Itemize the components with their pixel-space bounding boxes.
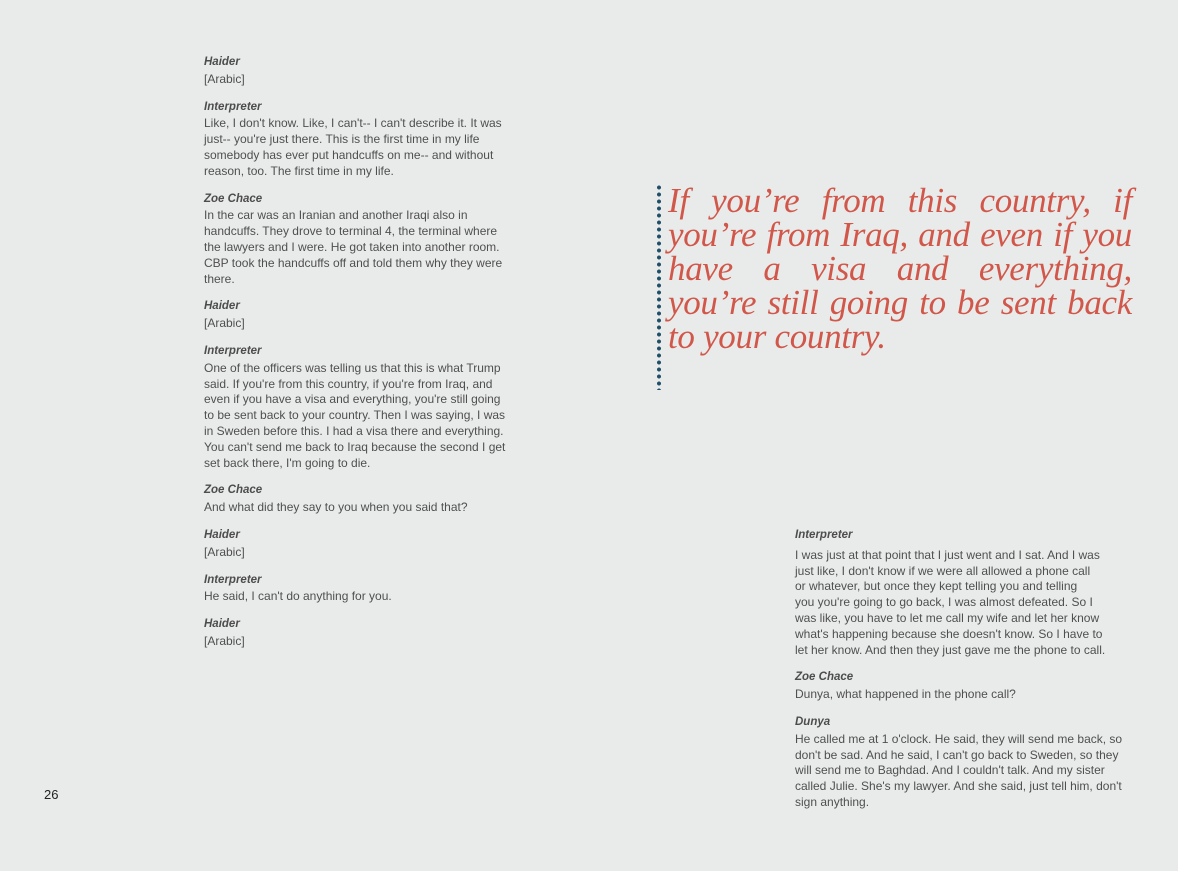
dialogue-line: or whatever, but once they kept telling you and telling (795, 579, 1078, 594)
pull-quote (656, 181, 1136, 390)
dialogue-line: [Arabic] (204, 544, 245, 559)
transcript-entry (204, 192, 516, 288)
dialogue-line: in Sweden before this. I had a visa there and everything. (204, 423, 504, 438)
dialogue-line: set back there, I'm going to die. (204, 455, 371, 470)
dialogue-line: you you're going to go back, I was almost defeated. So I (795, 595, 1093, 610)
pull-quote-text: If you’re from this country, if you’re from Iraq, and even if you have a visa and everything, you’re still going to be sent back to your country. (668, 181, 1132, 356)
dialogue-line: [Arabic] (204, 316, 245, 331)
dialogue-line: to be sent back to your country. Then I was saying, I was (204, 408, 506, 423)
speaker-name: Interpreter (204, 573, 262, 586)
dialogue-line: I was just at that point that I just went and I sat. And I was (795, 547, 1100, 562)
transcript-entry (795, 528, 1133, 658)
transcript-entry (204, 573, 516, 606)
speaker-name: Zoe Chace (204, 484, 263, 497)
dialogue-line: sign anything. (795, 794, 870, 809)
transcript-entry (204, 528, 516, 561)
dialogue-line: handcuffs. They drove to terminal 4, the terminal where (204, 224, 498, 239)
speaker-name: Haider (204, 618, 240, 631)
dialogue-line: You can't send me back to Iraq because the second I get (204, 439, 506, 454)
dialogue-line: And what did they say to you when you said that? (204, 500, 468, 515)
dialogue-line: just-- you're just there. This is the first time in my life (204, 132, 480, 147)
dialogue-line: Like, I don't know. Like, I can't-- I can't describe it. It was (204, 116, 502, 131)
transcript-entry (204, 299, 516, 332)
dialogue-line: said. If you're from this country, if you're from Iraq, and (204, 376, 493, 391)
dotted-rule (656, 184, 662, 390)
dialogue-line: will send me to Baghdad. And I couldn't talk. And my sister (795, 763, 1105, 778)
dialogue-line: just like, I don't know if we were all allowed a phone call (795, 563, 1091, 578)
dialogue-line: CBP took the handcuffs off and told them why they were (204, 255, 503, 270)
dialogue-line: was like, you have to let me call my wife and let her know (795, 610, 1100, 625)
dialogue-line: One of the officers was telling us that this is what Trump (204, 360, 501, 375)
transcript-right-column (795, 528, 1133, 823)
speaker-name: Interpreter (204, 344, 262, 357)
speaker-name: Zoe Chace (204, 192, 263, 205)
dialogue-line: let her know. And then they just gave me the phone to call. (795, 642, 1106, 657)
speaker-name: Haider (204, 56, 240, 68)
dialogue-line: even if you have a visa and everything, you're still going (204, 392, 501, 407)
dialogue-line: the lawyers and I were. He got taken into another room. (204, 239, 500, 254)
transcript-entry (204, 344, 516, 471)
dialogue-line: reason, too. The first time in my life. (204, 163, 394, 178)
dialogue-line: somebody has ever put handcuffs on me-- and without (204, 147, 494, 162)
transcript-entry (795, 715, 1133, 811)
transcript-entry (204, 55, 516, 88)
transcript-entry (204, 100, 516, 180)
dialogue-line: Dunya, what happened in the phone call? (795, 687, 1016, 702)
speaker-name: Interpreter (795, 529, 853, 541)
dialogue-line: In the car was an Iranian and another Iraqi also in (204, 208, 468, 223)
dialogue-line: there. (204, 271, 235, 286)
transcript-left-column (204, 55, 516, 662)
dialogue-line: what's happening because she doesn't know. So I have to (795, 626, 1103, 641)
speaker-name: Haider (204, 528, 240, 541)
speaker-name: Dunya (795, 715, 831, 728)
transcript-entry (204, 617, 516, 650)
dialogue-line: don't be sad. And he said, I can't go back to Sweden, so they (795, 747, 1119, 762)
transcript-entry (795, 670, 1133, 703)
dialogue-line: He said, I can't do anything for you. (204, 589, 392, 604)
page-number: 26 (44, 787, 59, 802)
speaker-name: Interpreter (204, 100, 262, 113)
speaker-name: Haider (204, 300, 240, 313)
dialogue-line: [Arabic] (204, 633, 245, 648)
transcript-entry (204, 483, 516, 516)
dialogue-line: [Arabic] (204, 71, 245, 86)
dialogue-line: called Julie. She's my lawyer. And she said, just tell him, don't (795, 779, 1122, 794)
speaker-name: Zoe Chace (795, 671, 854, 684)
dialogue-line: He called me at 1 o'clock. He said, they will send me back, so (795, 731, 1123, 746)
